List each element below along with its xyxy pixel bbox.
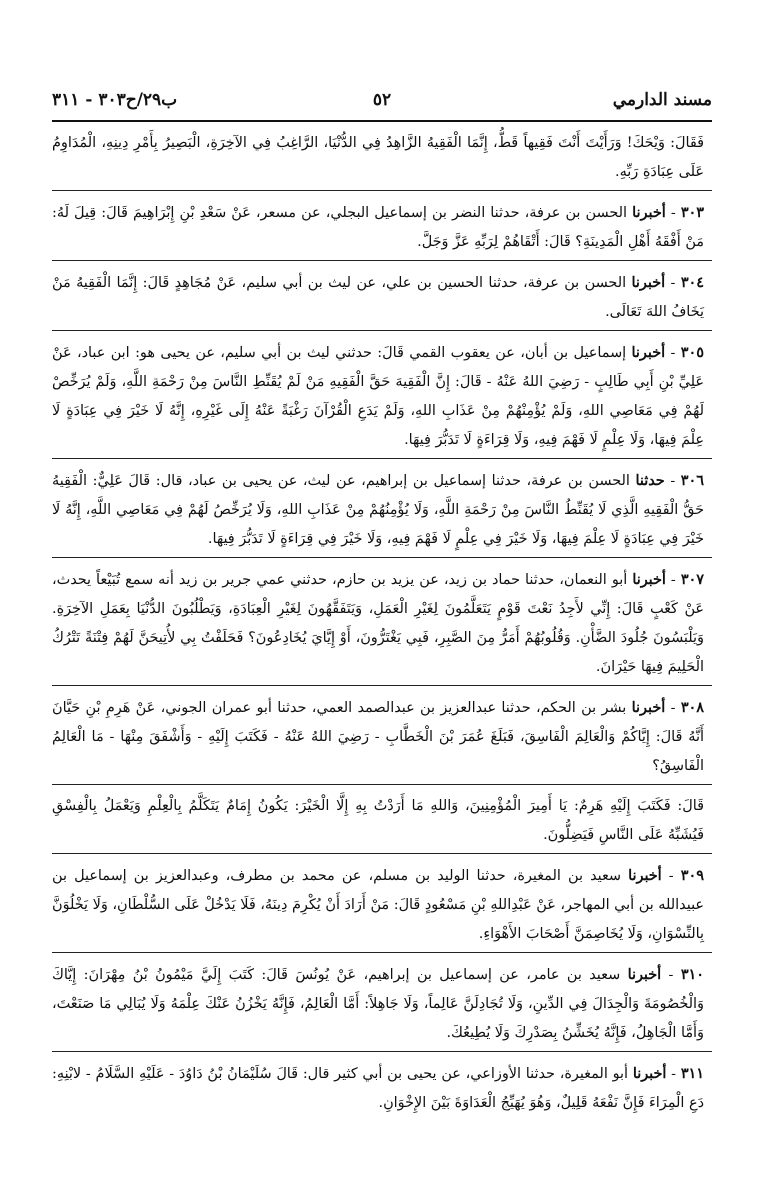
hadith-text: الحسن بن عرفة، حدثنا النضر بن إسماعيل البجلي، عن مسعر، عَنْ سَعْدِ بْنِ إِبْرَاهِيمَ قَالَ: قِيلَ لَهُ: مَنْ أَفْقَهُ أَهْلِ الْمَدِينَةِ؟ قَالَ: أَتْقَاهُمْ لِرَبِّهِ عَزَّ وَجَلَّ. — [52, 205, 704, 250]
page-header — [52, 80, 712, 122]
hadith-number: ٣٠٣ — [680, 204, 705, 221]
hadith-311: ٣١١ - أخبرنا أبو المغيرة، حدثنا الأوزاعي، عن يحيى بن أبي كثير قال: قَالَ سُلَيْمَانُ بْنُ دَاوُدَ - عَلَيْهِ السَّلَامُ - لابْنِهِ: دَعِ الْمِرَاءَ فَإِنَّ نَفْعَهُ قَلِيلٌ، وَهُوَ يُهَيِّجُ الْعَدَاوَةَ بَيْنَ الإِخْوَانِ. — [52, 1065, 705, 1111]
hadith-text: فَقَالَ: وَيْحَكَ! وَرَأَيْتَ أَنْتَ فَقِيهاً قَطُّ، إِنَّمَا الْفَقِيهُ الزَّاهِدُ فِي الدُّنْيَا، الرَّاغِبُ فِي الآخِرَةِ، الْبَصِيرُ بِأَمْرِ دِينِهِ، الْمُدَاوِمُ عَلَى عِبَادَةِ رَبِّهِ. — [52, 135, 704, 180]
hadith-number: ٣١١ — [680, 1065, 705, 1082]
hadith-303: ٣٠٣ - أخبرنا الحسن بن عرفة، حدثنا النضر بن إسماعيل البجلي، عن مسعر، عَنْ سَعْدِ بْنِ إِبْرَاهِيمَ قَالَ: قِيلَ لَهُ: مَنْ أَفْقَهُ أَهْلِ الْمَدِينَةِ؟ قَالَ: أَتْقَاهُمْ لِرَبِّهِ عَزَّ وَجَلَّ. — [52, 191, 712, 261]
hadith-tag: أخبرنا — [631, 274, 666, 291]
hadith-tag: أخبرنا — [628, 867, 662, 884]
hadith-text: سعيد بن المغيرة، حدثنا الوليد بن مسلم، عن محمد بن مطرف، وعبدالعزيز بن إسماعيل بن عبيدالله بن أبي المهاجر، عَنْ عَبْدِاللهِ بْنِ مَسْعُودٍ قَالَ: مَنْ أَرَادَ أَنْ يُكْرِمَ دِينَهُ، فَلَا يَدْخُلْ عَلَى السُّلْطَانِ، وَلَا يَخْلُوَنَّ بِالنِّسْوَانِ، وَلَا يُخَاصِمَنَّ أَصْحَابَ الأَهْوَاءِ. — [52, 868, 704, 942]
hadith-307: ٣٠٧ - أخبرنا أبو النعمان، حدثنا حماد بن زيد، عن يزيد بن حازم، حدثني عمي جرير بن زيد أنه سمع تُبَيْعاً يحدث، عَنْ كَعْبٍ قَالَ: إِنِّي لأَجِدُ نَعْتَ قَوْمٍ يَتَعَلَّمُونَ لِغَيْرِ الْعَمَلِ، وَيَتَفَقَّهُونَ لِغَيْرِ الْعِبَادَةِ، وَيَطْلُبُونَ الدُّنْيَا بِعَمَلِ الآخِرَةِ. وَيَلْبَسُونَ جُلُودَ الضَّأْنِ. وَقُلُوبُهُمْ أَمَرُّ مِنَ الصَّبِرِ، فَبِي يَغْتَرُّونَ، أَوْ إِيَّايَ يُخَادِعُونَ؟ فَحَلَفْتُ بِي لأُتِيحَنَّ لَهُمْ فِتْنَةً تَتْرُكُ الْحَلِيمَ فِيهَا حَيْرَانَ. — [52, 558, 712, 686]
hadith-number: ٣٠٦ — [680, 472, 704, 489]
hadith-308: ٣٠٨ - أخبرنا بشر بن الحكم، حدثنا عبدالعزيز بن عبدالصمد العمي، حدثنا أبو عمران الجوني، عَنْ هَرِمِ بْنِ حَيَّانَ أَنَّهُ قَالَ: إِيَّاكُمْ وَالْعَالِمَ الْفَاسِقَ، فَبَلَغَ عُمَرَ بْنَ الْخَطَّابِ - رَضِيَ اللهُ عَنْهُ - فَكَتَبَ إِلَيْهِ - وَأَشْفَقَ مِنْهَا - مَا الْعَالِمُ الْفَاسِقُ؟ — [52, 686, 712, 785]
hadith-text: أبو النعمان، حدثنا حماد بن زيد، عن يزيد بن حازم، حدثني عمي جرير بن زيد أنه سمع تُبَيْعاً يحدث، عَنْ كَعْبٍ قَالَ: إِنِّي لأَجِدُ نَعْتَ قَوْمٍ يَتَعَلَّمُونَ لِغَيْرِ الْعَمَلِ، وَيَتَفَقَّهُونَ لِغَيْرِ الْعِبَادَةِ، وَيَطْلُبُونَ الدُّنْيَا بِعَمَلِ الآخِرَةِ. وَيَلْبَسُونَ جُلُودَ الضَّأْنِ. وَقُلُوبُهُمْ أَمَرُّ مِنَ الصَّبِرِ، فَبِي يَغْتَرُّونَ، أَوْ إِيَّايَ يُخَادِعُونَ؟ فَحَلَفْتُ بِي لأُتِيحَنَّ لَهُمْ فِتْنَةً تَتْرُكُ الْحَلِيمَ فِيهَا حَيْرَانَ. — [52, 572, 704, 675]
hadith-text: أبو المغيرة، حدثنا الأوزاعي، عن يحيى بن أبي كثير قال: قَالَ سُلَيْمَانُ بْنُ دَاوُدَ - عَلَيْهِ السَّلَامُ - لابْنِهِ: دَعِ الْمِرَاءَ فَإِنَّ نَفْعَهُ قَلِيلٌ، وَهُوَ يُهَيِّجُ الْعَدَاوَةَ بَيْنَ الإِخْوَانِ. — [52, 1066, 704, 1111]
hadith-310: ٣١٠ - أخبرنا سعيد بن عامر، عن إسماعيل بن إبراهيم، عَنْ يُونُسَ قَالَ: كَتَبَ إِلَيَّ مَيْمُونُ بْنُ مِهْرَانَ: إِيَّاكَ وَالْخُصُومَةَ وَالْجِدَالَ فِي الدِّينِ، وَلَا تُجَادِلَنَّ عَالِماً، وَلَا جَاهِلاً: أَمَّا الْعَالِمُ، فَإِنَّهُ يَخْزُنُ عَنْكَ عِلْمَهُ وَلَا يُبَالِي مَا صَنَعْتَ، وَأَمَّا الْجَاهِلُ، فَإِنَّهُ يُخَشِّنُ بِصَدْرِكَ وَلَا يُطِيعُكَ. — [52, 953, 712, 1052]
hadith-304: ٣٠٤ - أخبرنا الحسن بن عرفة، حدثنا الحسين بن علي، عن ليث بن أبي سليم، عَنْ مُجَاهِدٍ قَالَ: إِنَّمَا الْفَقِيهُ مَنْ يَخَافُ اللهَ تَعَالَى. — [52, 261, 712, 331]
hadith-tag: أخبرنا — [632, 204, 666, 221]
book-title: مسند الدارمي — [612, 90, 712, 110]
hadith-tag: أخبرنا — [632, 1065, 667, 1082]
hadith-305: ٣٠٥ - أخبرنا إسماعيل بن أبان، عن يعقوب القمي قَالَ: حدثني ليث بن أبي سليم، عن يحيى هو: ابن عباد، عَنْ عَلِيِّ بْنِ أَبِي طَالِبٍ - رَضِيَ اللهُ عَنْهُ - قَالَ: إِنَّ الْفَقِيهَ حَقَّ الْفَقِيهِ مَنْ لَمْ يُقَنِّطِ النَّاسَ مِنْ رَحْمَةِ اللَّهِ، وَلَمْ يُرَخِّصْ لَهُمْ فِي مَعَاصِي اللهِ، وَلَمْ يُؤْمِنْهُمْ مِنْ عَذَابِ اللهِ، وَلَمْ يَدَعِ الْقُرْآنَ رَغْبَةً عَنْهُ إِلَى غَيْرِهِ، إِنَّهُ لَا خَيْرَ فِي عِبَادَةٍ لَا عِلْمَ فِيهَا، وَلَا عِلْمٍ لَا فَهْمَ فِيهِ، وَلَا قِرَاءَةٍ لَا تَدَبُّرَ فِيهَا. — [52, 331, 712, 459]
hadith-309: ٣٠٩ - أخبرنا سعيد بن المغيرة، حدثنا الوليد بن مسلم، عن محمد بن مطرف، وعبدالعزيز بن إسماعيل بن عبيدالله بن أبي المهاجر، عَنْ عَبْدِاللهِ بْنِ مَسْعُودٍ قَالَ: مَنْ أَرَادَ أَنْ يُكْرِمَ دِينَهُ، فَلَا يَدْخُلْ عَلَى السُّلْطَانِ، وَلَا يَخْلُوَنَّ بِالنِّسْوَانِ، وَلَا يُخَاصِمَنَّ أَصْحَابَ الأَهْوَاءِ. — [52, 854, 712, 953]
hadith-text: إسماعيل بن أبان، عن يعقوب القمي قَالَ: حدثني ليث بن أبي سليم، عن يحيى هو: ابن عباد، عَنْ عَلِيِّ بْنِ أَبِي طَالِبٍ - رَضِيَ اللهُ عَنْهُ - قَالَ: إِنَّ الْفَقِيهَ حَقَّ الْفَقِيهِ مَنْ لَمْ يُقَنِّطِ النَّاسَ مِنْ رَحْمَةِ اللَّهِ، وَلَمْ يُرَخِّصْ لَهُمْ فِي مَعَاصِي اللهِ، وَلَمْ يُؤْمِنْهُمْ مِنْ عَذَابِ اللهِ، وَلَمْ يَدَعِ الْقُرْآنَ رَغْبَةً عَنْهُ إِلَى غَيْرِهِ، إِنَّهُ لَا خَيْرَ فِي عِبَادَةٍ لَا عِلْمَ فِيهَا، وَلَا عِلْمٍ لَا فَهْمَ فِيهِ، وَلَا قِرَاءَةٍ لَا تَدَبُّرَ فِيهَا. — [52, 345, 704, 448]
hadith-number: ٣٠٨ — [680, 699, 705, 716]
hadith-number: ٣٠٩ — [680, 867, 704, 884]
hadith-text: الحسن بن عرفة، حدثنا إسماعيل بن إبراهيم، عن ليث، عن يحيى بن عباد، قال: قَالَ عَلِيٌّ: الْفَقِيهُ حَقُّ الْفَقِيهِ الَّذِي لَا يُقَنِّطُ النَّاسَ مِنْ رَحْمَةِ اللَّهِ، وَلَا يُؤْمِنُهُمْ مِنْ عَذَابِ اللهِ، وَلَا يُرَخِّصُ لَهُمْ فِي مَعَاصِي اللَّهِ، إِنَّهُ لَا خَيْرَ فِي عِبَادَةٍ لَا عِلْمَ فِيهَا، وَلَا خَيْرَ فِي عِلْمٍ لَا فَهْمَ فِيهِ، وَلَا خَيْرَ فِي قِرَاءَةٍ لَا تَدَبُّرَ فِيهَا. — [52, 473, 704, 547]
hadith-tag: أخبرنا — [632, 571, 666, 588]
page — [52, 80, 712, 1121]
page-number: ٥٢ — [372, 90, 392, 110]
hadith-text: الحسن بن عرفة، حدثنا الحسين بن علي، عن ليث بن أبي سليم، عَنْ مُجَاهِدٍ قَالَ: إِنَّمَا الْفَقِيهُ مَنْ يَخَافُ اللهَ تَعَالَى. — [52, 275, 704, 320]
hadith-tag: حدثنا — [635, 472, 665, 489]
paragraph-continuation — [52, 122, 712, 191]
hadith-number: ٣١٠ — [680, 966, 705, 983]
hadith-number: ٣٠٥ — [680, 344, 704, 361]
hadith-number: ٣٠٧ — [680, 571, 705, 588]
hadith-tag: أخبرنا — [631, 699, 666, 716]
hadith-number: ٣٠٤ — [680, 274, 705, 291]
hadith-text: قَالَ: فَكَتَبَ إِلَيْهِ هَرِمٌ: يَا أَمِيرَ الْمُؤْمِنِينَ، وَاللهِ مَا أَرَدْتُ بِهِ إِلَّا الْخَيْرَ: يَكُونُ إِمَامٌ يَتَكَلَّمُ بِالْعِلْمِ وَيَعْمَلُ بِالْفِسْقِ فَيُشَبِّهُ عَلَى النَّاسِ فَيَضِلُّونَ. — [52, 798, 704, 843]
hadith-text: سعيد بن عامر، عن إسماعيل بن إبراهيم، عَنْ يُونُسَ قَالَ: كَتَبَ إِلَيَّ مَيْمُونُ بْنُ مِهْرَانَ: إِيَّاكَ وَالْخُصُومَةَ وَالْجِدَالَ فِي الدِّينِ، وَلَا تُجَادِلَنَّ عَالِماً، وَلَا جَاهِلاً: أَمَّا الْعَالِمُ، فَإِنَّهُ يَخْزُنُ عَنْكَ عِلْمَهُ وَلَا يُبَالِي مَا صَنَعْتَ، وَأَمَّا الْجَاهِلُ، فَإِنَّهُ يُخَشِّنُ بِصَدْرِكَ وَلَا يُطِيعُكَ. — [52, 967, 704, 1041]
hadith-range: ب٢٩/ح٣٠٣ - ٣١١ — [52, 90, 178, 110]
hadith-308-reply — [52, 785, 712, 854]
hadith-text: بشر بن الحكم، حدثنا عبدالعزيز بن عبدالصمد العمي، حدثنا أبو عمران الجوني، عَنْ هَرِمِ بْنِ حَيَّانَ أَنَّهُ قَالَ: إِيَّاكُمْ وَالْعَالِمَ الْفَاسِقَ، فَبَلَغَ عُمَرَ بْنَ الْخَطَّابِ - رَضِيَ اللهُ عَنْهُ - فَكَتَبَ إِلَيْهِ - وَأَشْفَقَ مِنْهَا - مَا الْعَالِمُ الْفَاسِقُ؟ — [52, 700, 704, 774]
hadith-306: ٣٠٦ - حدثنا الحسن بن عرفة، حدثنا إسماعيل بن إبراهيم، عن ليث، عن يحيى بن عباد، قال: قَالَ عَلِيٌّ: الْفَقِيهُ حَقُّ الْفَقِيهِ الَّذِي لَا يُقَنِّطُ النَّاسَ مِنْ رَحْمَةِ اللَّهِ، وَلَا يُؤْمِنُهُمْ مِنْ عَذَابِ اللهِ، وَلَا يُرَخِّصُ لَهُمْ فِي مَعَاصِي اللَّهِ، إِنَّهُ لَا خَيْرَ فِي عِبَادَةٍ لَا عِلْمَ فِيهَا، وَلَا خَيْرَ فِي عِلْمٍ لَا فَهْمَ فِيهِ، وَلَا خَيْرَ فِي قِرَاءَةٍ لَا تَدَبُّرَ فِيهَا. — [52, 459, 712, 558]
hadith-tag: أخبرنا — [631, 344, 666, 361]
hadith-tag: أخبرنا — [627, 966, 662, 983]
